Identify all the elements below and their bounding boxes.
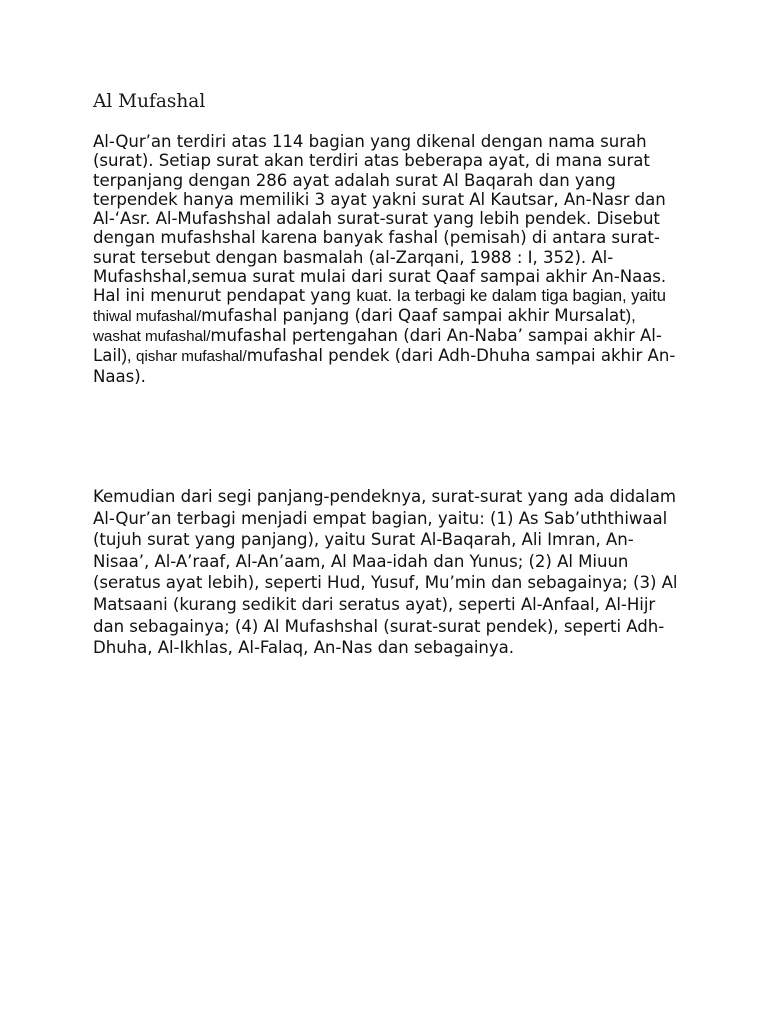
paragraph-1-text-segment: ), — [625, 305, 636, 325]
paragraph-1 — [93, 132, 683, 386]
paragraph-1-text-segment: Al-Qur’an terdiri atas 114 bagian yang dikenal dengan nama surah (surat). Setiap surat akan terdiri atas beberapa ayat, di mana surat terpanjang dengan 286 ayat adalah surat Al Baqarah dan yang terpendek hanya memiliki 3 ayat yakni surat Al Kautsar, An-Nasr dan Al-‘Asr. Al-Mufashshal adalah surat-surat yang lebih pendek. Disebut dengan mufashshal karena banyak fashal (pemisah) di antara surat-surat tersebut dengan basmalah (al-Zarqani, 1988 : I, 352). Al-Mufashshal,semua surat mulai dari surat Qaaf sampai akhir An-Naas. Hal ini menurut pendapat yang — [93, 132, 667, 306]
paragraph-1-text-segment: thiwal mufashal/ — [93, 307, 202, 325]
paragraph-1-text-segment: mufashal pertengahan (dari An-Naba’ sampai akhir Al-Lail — [93, 325, 662, 366]
paragraph-1-text-segment: kuat. Ia terbagi ke dalam tiga bagian, yaitu — [356, 286, 666, 306]
paragraph-1-text-segment: washat mufashal/ — [93, 327, 211, 345]
paragraph-1-text-segment: mufashal pendek (dari Adh-Dhuha sampai akhir An-Naas). — [93, 346, 676, 386]
paragraph-1-text-segment: qishar mufashal/ — [136, 348, 247, 366]
document-title: Al Mufashal — [93, 91, 206, 112]
paragraph-1-text-segment: mufashal panjang (dari Qaaf sampai akhir Mursalat — [201, 305, 626, 325]
paragraph-1-text-segment: ), — [121, 346, 137, 366]
paragraph-2 — [93, 486, 683, 659]
paragraph-2-text-segment: Kemudian dari segi panjang-pendeknya, surat-surat yang ada didalam Al-Qur’an terbagi menjadi empat bagian, yaitu: (1) As Sab’uththiwaal (tujuh surat yang panjang), yaitu Surat Al-Baqarah, Ali Imran, An-Nisaa’, Al-A’raaf, Al-An’aam, Al Maa-idah dan Yunus; (2) Al Miuun (seratus ayat lebih), seperti Hud, Yusuf, Mu’min dan sebagainya; (3) Al Matsaani (kurang sedikit dari seratus ayat), seperti Al-Anfaal, Al-Hijr dan sebagainya; (4) Al Mufashshal (surat-surat pendek), seperti Adh-Dhuha, Al-Ikhlas, Al-Falaq, An-Nas dan sebagainya. — [93, 487, 678, 658]
